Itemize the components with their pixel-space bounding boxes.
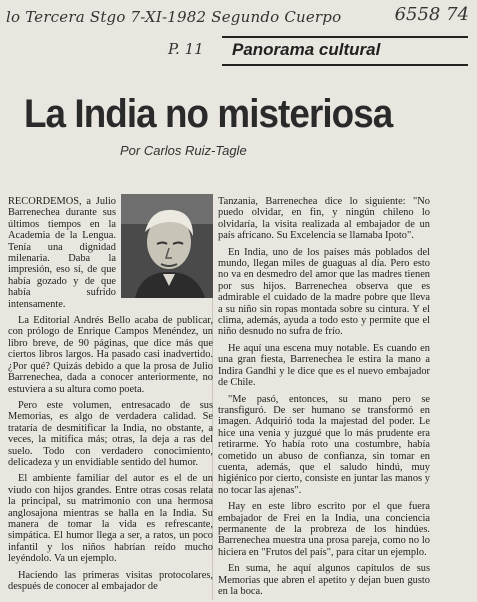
paragraph: RECORDEMOS, a Julio Barrenechea durante sus últimos tiempos en la Academia de la Lengua. Tenía una dignidad milenaria. Daba la impresión, eso sí, de que había gozado y de que había sufrido intensamente. (8, 196, 116, 310)
section-rule-bottom (222, 64, 468, 66)
byline: Por Carlos Ruiz-Tagle (120, 143, 247, 158)
section-label: Panorama cultural (232, 40, 381, 59)
headline: La India no misteriosa (24, 92, 393, 136)
paragraph: Pero este volumen, entresacado de sus Memorias, es algo de verdadera calidad. Se trataría de desmitificar la India, no obstante, a veces, la mitifica más; otras, la deja a ras del suelo. Todo con verdadero conocimiento, delicadeza y un envidiable sentido del humor. (8, 399, 213, 468)
author-photo (121, 194, 213, 298)
section-rule-top (222, 36, 468, 38)
paragraph: Haciendo las primeras visitas protocolares, después de conocer al embajador de (8, 569, 213, 592)
paragraph: El ambiente familiar del autor es el de un viudo con hijos grandes. Entre otras cosas relata la principal, su matrimonio con una hermosa anglosajona mientras se halla en la India. Su manera de tomar la vida es refrescante, simpática. El humor llega a ser, a ratos, un poco infantil y los niños habrían reído mucho leyéndolo. Va un ejemplo. (8, 473, 213, 565)
paragraph: He aquí una escena muy notable. Es cuando en una gran fiesta, Barrenechea le estira la mano a Indira Gandhi y le dice que es el nuevo embajador de Chile. (218, 342, 430, 389)
paragraph: En India, uno de los países más poblados del mundo, llegan miles de guaguas al día. Pero esto no va en desmedro del amor que las madres tienen por sus hijos. Barrenechea observa que es admirable el cuidado de la madre pobre que lleva a su niño sin ropas montada sobre su cintura. Y el clima, además, ayuda a todo esto y permite que el niño desnudo no sufra de frío. (218, 246, 430, 338)
portrait-image (121, 194, 213, 298)
paragraph: La Editorial Andrés Bello acaba de publicar, con prólogo de Enrique Campos Menéndez, un libro breve, de 90 páginas, que dice más que ciertos libros largos. Ha pasado casi inadvertido. ¿Por qué? Quizás debido a que la prosa de Julio Barrenechea, dada a conocer anteriormente, no estuviera a su altura como poeta. (8, 315, 213, 395)
handwritten-source-note: lo Tercera Stgo 7-XI-1982 Segundo Cuerpo (6, 8, 342, 26)
article-column-left (8, 196, 213, 597)
paragraph: Tanzania, Barrenechea dice lo siguiente: "No puedo olvidar, en fin, y ningún chileno lo olvidaría, la visita realizada al embajador de un país africano. Su Excelencia se llamaba Ipoto". (218, 196, 430, 242)
paragraph: Hay en este libro escrito por el que fuera embajador de Frei en la India, una conciencia permanente de la probreza de los hindúes. Barrenechea muestra una prosa pareja, como no lo hiciera en "Frutos del país", para citar un ejemplo. (218, 501, 430, 558)
article-column-right (218, 196, 430, 602)
paragraph: "Me pasó, entonces, su mano pero se transfiguró. De ser humano se transformó en imagen. Adquirió toda la majestad del poder. Le hice una venia y juzgué que lo más prudente era retirarme. Yo había roto una costumbre, había cometido un abuso de confianza, sin tomar en cuenta, además, que el saludo hindú, muy higiénico por cierto, consiste en juntar las manos y no tocar las ajenas". (218, 393, 430, 496)
handwritten-page-number: P. 11 (168, 40, 204, 58)
handwritten-archive-number: 6558 74 (394, 4, 469, 25)
paragraph: En suma, he aquí algunos capítulos de sus Memorias que abren el apetito y dejan buen gusto en la boca. (218, 563, 430, 597)
